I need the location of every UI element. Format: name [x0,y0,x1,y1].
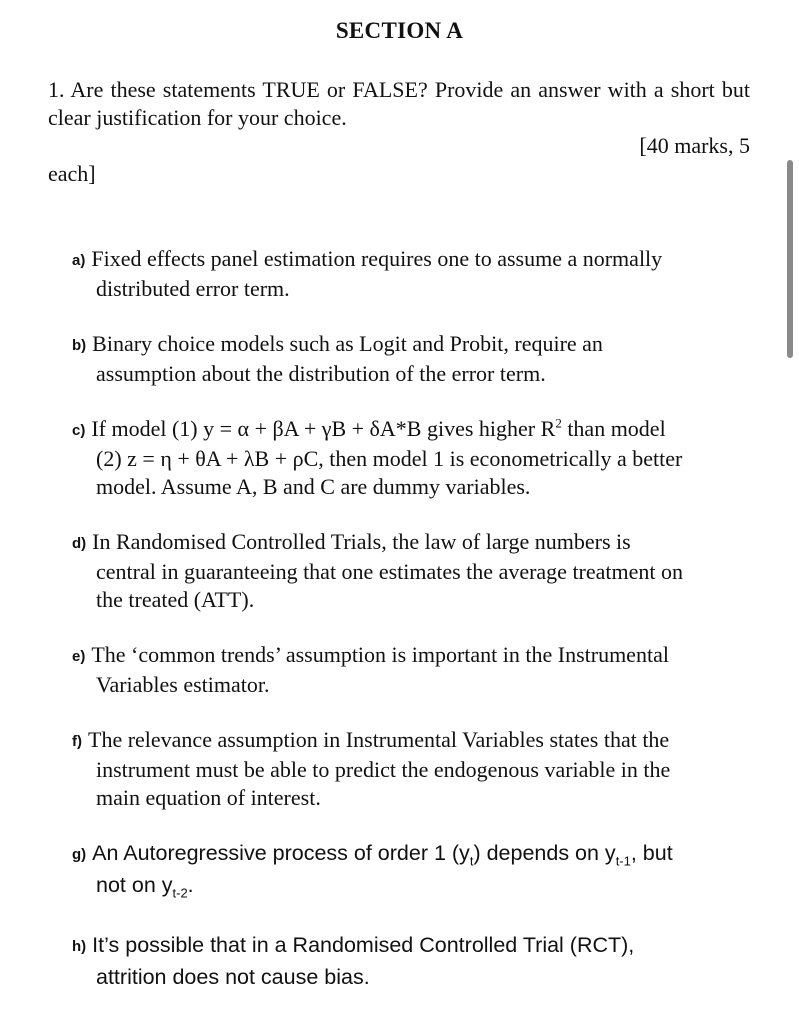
question-body: Are these statements TRUE or FALSE? Provide an answer with a short but clear justification for your choice. [48,77,750,130]
statement-text: than model [561,416,666,441]
statement-text-continued: distributed error term. [96,276,290,301]
statement-text: Binary choice models such as Logit and Probit, require an [92,331,603,356]
statement-text-continued: assumption about the distribution of the error term. [96,361,546,386]
statement-text-continued: attrition does not cause bias. [96,965,370,989]
statement-text: If model (1) y = α + βA + γB + δA*B gives higher R [91,416,556,441]
statement-h [72,930,750,992]
statement-label: a) [72,252,86,269]
statement-text: The ‘common trends’ assumption is important in the Instrumental [91,642,669,667]
statement-text: not on y [96,873,173,897]
statement-label: c) [72,422,86,439]
subscript: t-2 [172,885,188,901]
statement-text-continued [72,870,750,900]
statement-text: In Randomised Controlled Trials, the law of large numbers is [92,529,631,554]
statement-text-continued: model. Assume A, B and C are dummy variables. [96,474,531,499]
marks-allocation-continued: each] [48,161,96,186]
statement-label: d) [72,535,87,552]
statement-text: Fixed effects panel estimation requires one to assume a normally [91,246,663,271]
statement-label: h) [72,938,87,955]
marks-allocation: [40 marks, 5 [639,133,750,158]
statement-c [72,415,750,501]
statement-text-continued: central in guaranteeing that one estimates the average treatment on [96,559,684,584]
statement-text-continued: (2) z = η + θA + λB + ρC, then model 1 is econometrically a better [96,446,683,471]
statement-f [72,726,750,812]
question-text [48,76,750,132]
statement-text-continued: instrument must be able to predict the endogenous variable in the [96,757,671,782]
statement-text: An Autoregressive process of order 1 (y [92,841,470,865]
statement-a [72,245,750,303]
section-title: SECTION A [335,18,464,43]
statement-text: , but [630,841,673,865]
statement-text: It’s possible that in a Randomised Controlled Trial (RCT), [92,933,635,957]
statement-label: g) [72,846,87,863]
statement-text: ) depends on y [473,841,616,865]
statement-label: f) [72,733,82,750]
statement-label: e) [72,648,86,665]
superscript: 2 [555,415,562,431]
subscript: t-1 [615,853,631,869]
subscript: t [469,853,474,869]
statement-text-continued: the treated (ATT). [96,587,255,612]
statement-label: b) [72,337,87,354]
statement-b [72,330,750,388]
statement-text: . [187,873,194,897]
question-number: 1. [48,77,65,102]
statement-d [72,528,750,614]
statement-e [72,641,750,699]
statement-text: The relevance assumption in Instrumental Variables states that the [88,727,670,752]
vertical-scrollbar[interactable] [787,160,793,358]
statement-text-continued: main equation of interest. [96,785,321,810]
statement-g [72,838,750,900]
statement-text-continued: Variables estimator. [96,672,270,697]
